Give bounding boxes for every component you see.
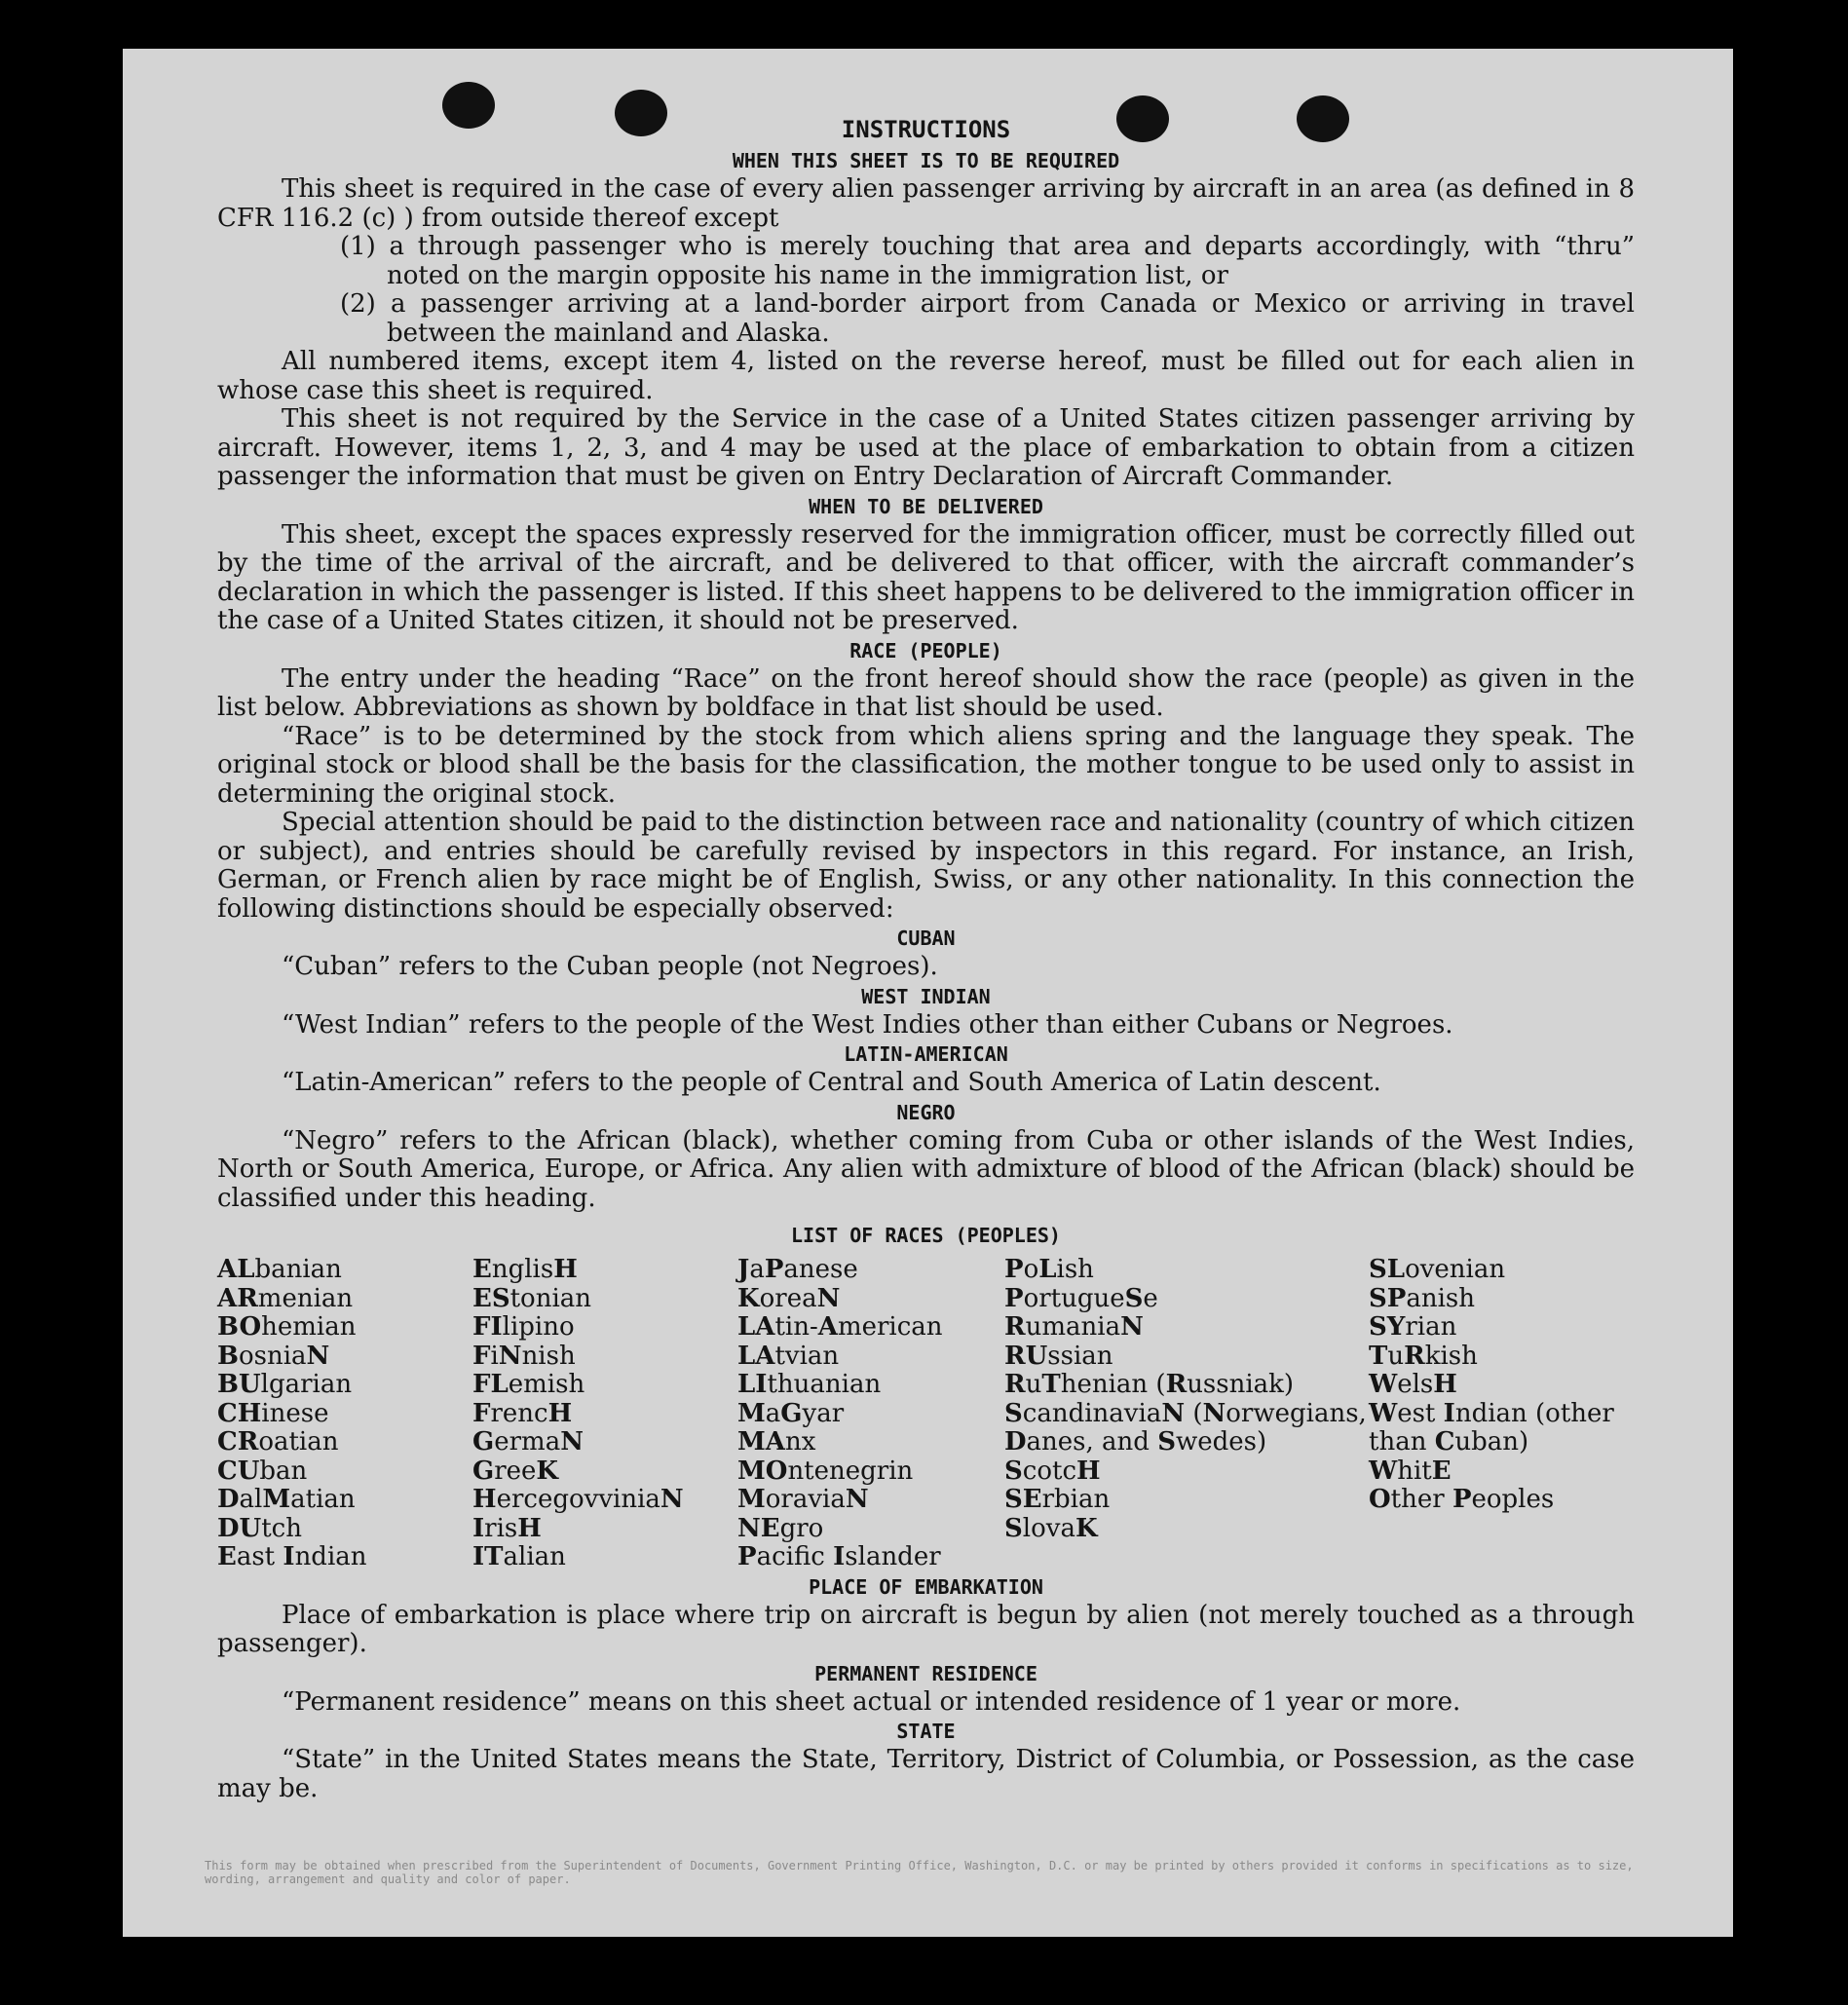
title-heading: INSTRUCTIONS [841,116,1011,143]
race-item: BOhemian [217,1312,357,1342]
race-item: TuRkish [1369,1341,1478,1371]
race-item: LAtin-American [737,1312,943,1342]
negro-heading: NEGRO [896,1100,956,1124]
document-sheet [123,49,1733,1937]
residence-paragraph: “Permanent residence” means on this sheet actual or intended residence of 1 year or more. [282,1686,1461,1717]
race-item: IrisH [472,1513,542,1543]
race-item: MaGyar [737,1398,845,1428]
race-entry-paragraph: The entry under the heading “Race” on the front hereof should show the race (people) as given in the list below. Abbreviations as shown by boldface in that list should be used. [217,663,1635,722]
race-item: West Indian (other than Cuban) [1369,1398,1614,1456]
race-column [1004,1256,1369,1572]
race-item: Pacific Islander [737,1542,941,1571]
race-item: LAtvian [737,1341,840,1371]
embarkation-heading: PLACE OF EMBARKATION [809,1574,1043,1599]
race-item: SLovenian [1369,1255,1506,1284]
race-column [217,1256,472,1572]
cuban-heading: CUBAN [896,927,956,950]
race-item: RumaniaN [1004,1312,1144,1342]
race-item: NEgro [737,1513,824,1543]
when-required-heading: WHEN THIS SHEET IS TO BE REQUIRED [732,149,1120,172]
race-item: RUssian [1004,1341,1113,1371]
race-item: MOntenegrin [737,1456,914,1486]
race-item: CHinese [217,1398,329,1428]
latin-american-paragraph: “Latin-American” refers to the people of Central and South America of Latin descent. [282,1068,1381,1097]
race-item: ScandinaviaN (Norwegians, Danes, and Swedes) [1004,1398,1367,1456]
race-item: SPanish [1369,1283,1475,1313]
race-item: ScotcH [1004,1456,1101,1486]
race-item: KoreaN [737,1283,841,1313]
list-of-races-heading: LIST OF RACES (PEOPLES) [791,1224,1061,1247]
residence-heading: PERMANENT RESIDENCE [814,1661,1037,1685]
race-heading: RACE (PEOPLE) [849,638,1002,662]
race-item: FiNnish [472,1341,576,1371]
race-item: ARmenian [217,1283,354,1313]
race-item: BUlgarian [217,1370,353,1399]
race-item: RuThenian (Russniak) [1004,1370,1295,1399]
race-item: FrencH [472,1398,573,1428]
special-attention-paragraph: Special attention should be paid to the distinction between race and nationality (country of which citizen or subject), and entries should be carefully revised by inspectors in this regard. For instance, an Irish, German, or French alien by race might be of English, Swiss, or any other nationality. In this connection the following distinctions should be especially observed: [217,808,1635,924]
race-item: DalMatian [217,1485,356,1514]
numbered-items-paragraph: All numbered items, except item 4, listed on the reverse hereof, must be filled out for each alien in whose case this sheet is required. [217,347,1635,405]
cuban-paragraph: “Cuban” refers to the Cuban people (not Negroes). [282,952,938,981]
race-item: CUban [217,1456,308,1486]
race-item: MAnx [737,1427,816,1456]
race-item: SYrian [1369,1312,1457,1342]
west-indian-paragraph: “West Indian” refers to the people of the West Indies other than either Cubans or Negroes. [282,1009,1453,1040]
race-item: BosniaN [217,1341,330,1371]
race-item: FIlipino [472,1312,575,1342]
when-delivered-heading: WHEN TO BE DELIVERED [809,494,1043,518]
race-item: SlovaK [1004,1513,1098,1543]
race-item: CRoatian [217,1427,339,1456]
race-item: PortugueSe [1004,1283,1158,1313]
not-required-paragraph: This sheet is not required by the Service in the case of a United States citizen passenger arriving by aircraft. However, items 1, 2, 3, and 4 may be used at the place of embarkation to obtain from a citizen passenger the information that must be given on Entry Declaration of Aircraft Commander. [217,404,1635,491]
race-item: ITalian [472,1542,566,1571]
race-item: HercegovviniaN [472,1485,684,1514]
race-item: ALbanian [217,1255,342,1284]
instructions-content [217,113,1635,1803]
required-intro-paragraph: This sheet is required in the case of every alien passenger arriving by aircraft in an area (as defined in 8 CFR 116.2 (c) ) from outside thereof except [217,174,1635,233]
race-item: EStonian [472,1283,592,1313]
race-item: East Indian [217,1542,367,1571]
state-paragraph: “State” in the United States means the State, Territory, District of Columbia, or Possession, as the case may be. [217,1745,1635,1803]
west-indian-heading: WEST INDIAN [861,984,991,1008]
race-item: FLemish [472,1370,585,1399]
negro-paragraph: “Negro” refers to the African (black), whether coming from Cuba or other islands of the West Indies, North or South America, Europe, or Africa. Any alien with admixture of blood of the African (black) should be classified under this heading. [217,1125,1635,1213]
exception-item-1: (1) a through passenger who is merely touching that area and departs accordingly, with “thru” noted on the margin opposite his name in the immigration list, or [340,232,1635,290]
race-list [217,1256,1635,1572]
race-item: Other Peoples [1369,1485,1555,1514]
delivered-paragraph: This sheet, except the spaces expressly reserved for the immigration officer, must be correctly filled out by the time of the arrival of the aircraft, and be delivered to that officer, with the aircraft commander’s declaration in which the passenger is listed. If this sheet happens to be delivered to the immigration officer in the case of a United States citizen, it should not be preserved. [217,519,1635,635]
race-item: DUtch [217,1513,302,1543]
race-column [737,1256,1004,1572]
race-item: WhitE [1369,1456,1452,1486]
race-item: GreeK [472,1456,559,1486]
race-item: JaPanese [737,1255,858,1284]
race-column [1369,1256,1635,1572]
embarkation-paragraph: Place of embarkation is place where trip on aircraft is begun by alien (not merely touched as a through passenger). [217,1600,1635,1658]
race-item: WelsH [1369,1370,1457,1399]
race-item: GermaN [472,1427,584,1456]
race-column [472,1256,737,1572]
exception-item-2: (2) a passenger arriving at a land-border airport from Canada or Mexico or arriving in travel between the mainland and Alaska. [340,289,1635,348]
race-item: PoLish [1004,1255,1094,1284]
race-item: EnglisH [472,1255,578,1284]
race-item: SErbian [1004,1485,1111,1514]
race-item: LIthuanian [737,1370,882,1399]
state-heading: STATE [896,1720,956,1743]
latin-american-heading: LATIN-AMERICAN [844,1042,1008,1066]
race-determined-paragraph: “Race” is to be determined by the stock from which aliens spring and the language they speak. The original stock or blood shall be the basis for the classification, the mother tongue to be used only to assist in determining the original stock. [217,721,1635,809]
race-item: MoraviaN [737,1485,869,1514]
bleed-through-footer: This form may be obtained when prescribed from the Superintendent of Documents, Government Printing Office, Washington, D.C. or may be printed by others provided it conforms in specifications as to size, wording, arrangement and quality and color of paper. [205,1859,1634,1886]
